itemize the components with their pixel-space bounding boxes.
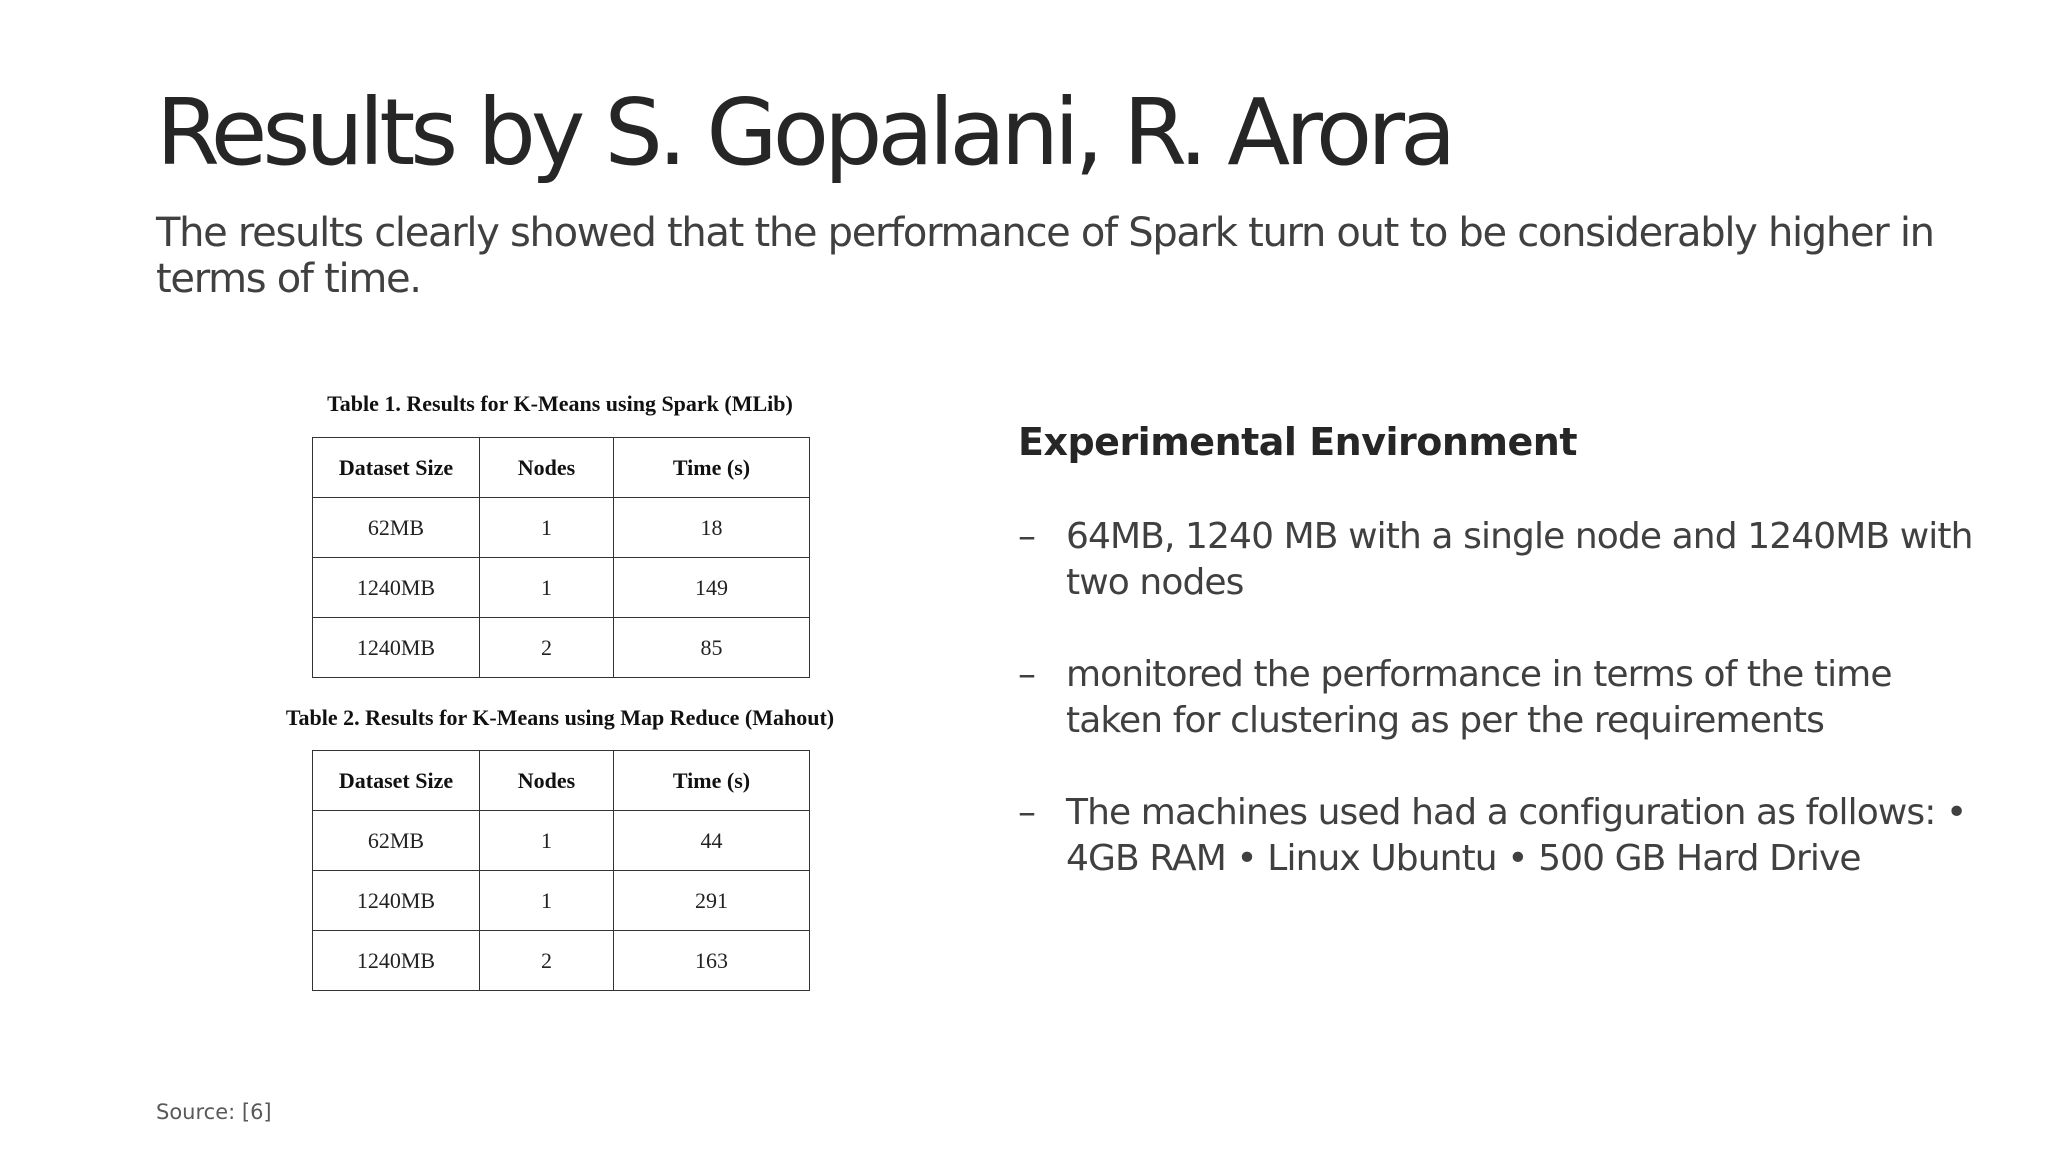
cell-nodes: 2 (480, 618, 614, 678)
slide-subtitle: The results clearly showed that the performance of Spark turn out to be considerably higher in terms of time. (156, 210, 1934, 302)
cell-dataset-size: 1240MB (313, 871, 480, 931)
spark-results-table (312, 437, 810, 678)
header-dataset-size: Dataset Size (313, 751, 480, 811)
table-header-row (313, 751, 810, 811)
list-item-text: monitored the performance in terms of the time taken for clustering as per the requirements (1066, 654, 1892, 741)
cell-nodes: 1 (480, 871, 614, 931)
cell-time: 163 (614, 931, 810, 991)
environment-list (1018, 514, 1998, 928)
cell-nodes: 1 (480, 811, 614, 871)
cell-dataset-size: 62MB (313, 811, 480, 871)
source-note: Source: [6] (156, 1100, 272, 1124)
header-dataset-size: Dataset Size (313, 438, 480, 498)
list-item-text: 64MB, 1240 MB with a single node and 1240MB with two nodes (1066, 516, 1973, 603)
header-time: Time (s) (614, 438, 810, 498)
cell-time: 149 (614, 558, 810, 618)
mapreduce-results-table (312, 750, 810, 991)
table-1-caption: Table 1. Results for K-Means using Spark (MLib) (327, 391, 793, 416)
dash-bullet: – (1018, 792, 1036, 833)
cell-nodes: 2 (480, 931, 614, 991)
cell-nodes: 1 (480, 558, 614, 618)
environment-heading: Experimental Environment (1018, 420, 1577, 464)
list-item-text: The machines used had a configuration as follows: • 4GB RAM • Linux Ubuntu • 500 GB Hard Drive (1066, 792, 1967, 879)
cell-nodes: 1 (480, 498, 614, 558)
list-item (1018, 514, 1998, 606)
dash-bullet: – (1018, 654, 1036, 695)
list-item (1018, 790, 1998, 882)
cell-time: 291 (614, 871, 810, 931)
cell-dataset-size: 62MB (313, 498, 480, 558)
table-2-caption: Table 2. Results for K-Means using Map Reduce (Mahout) (285, 705, 835, 730)
dash-bullet: – (1018, 516, 1036, 557)
cell-dataset-size: 1240MB (313, 558, 480, 618)
table-row (313, 931, 810, 991)
table-row (313, 811, 810, 871)
results-tables-figure (240, 385, 880, 1005)
cell-dataset-size: 1240MB (313, 618, 480, 678)
cell-time: 85 (614, 618, 810, 678)
slide-title: Results by S. Gopalani, R. Arora (156, 79, 1452, 186)
table-row (313, 498, 810, 558)
cell-dataset-size: 1240MB (313, 931, 480, 991)
table-row (313, 558, 810, 618)
cell-time: 44 (614, 811, 810, 871)
header-time: Time (s) (614, 751, 810, 811)
list-item (1018, 652, 1998, 744)
header-nodes: Nodes (480, 751, 614, 811)
cell-time: 18 (614, 498, 810, 558)
table-row (313, 871, 810, 931)
table-header-row (313, 438, 810, 498)
table-row (313, 618, 810, 678)
header-nodes: Nodes (480, 438, 614, 498)
